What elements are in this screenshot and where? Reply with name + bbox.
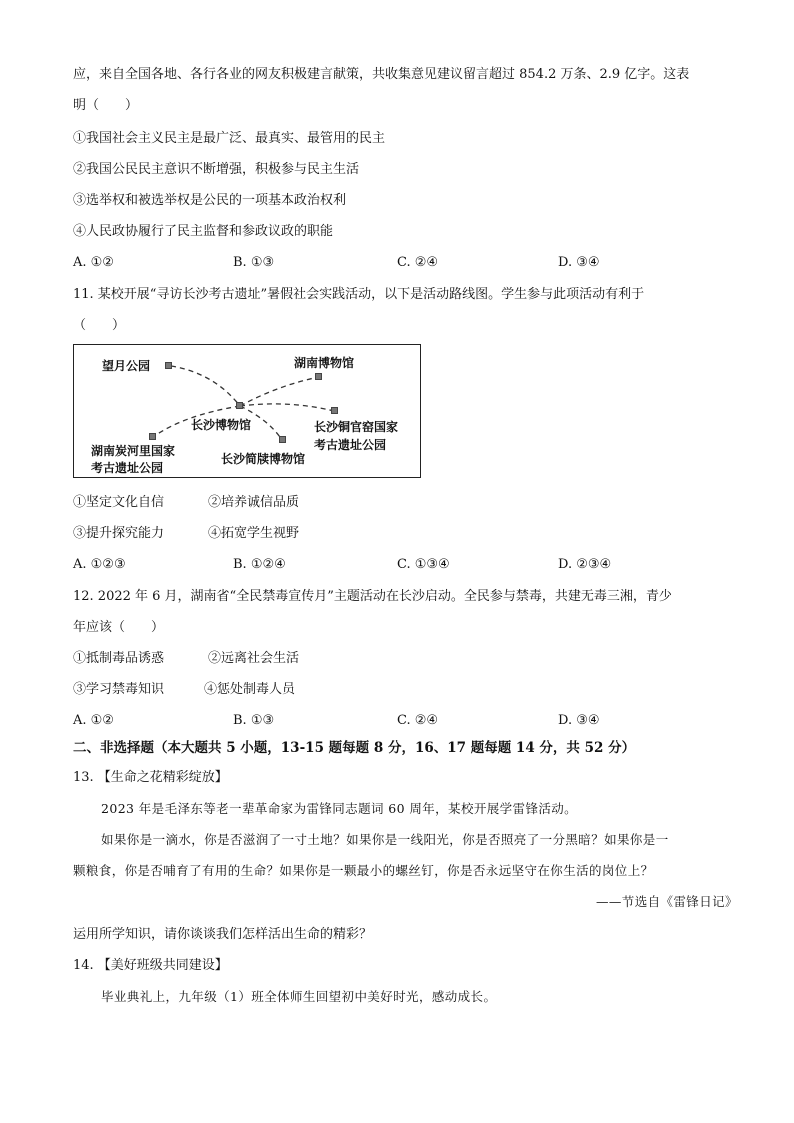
- q11-item-1: ①坚定文化自信: [73, 495, 165, 510]
- q12-item-4: ④惩处制毒人员: [204, 682, 296, 697]
- q13-question: 运用所学知识，请你谈谈我们怎样活出生命的精彩？: [73, 927, 373, 942]
- q12-option-a: A. ①②: [73, 713, 114, 728]
- q10-option-d: D. ③④: [558, 255, 600, 270]
- q13-paragraph-2a: 如果你是一滴水，你是否滋润了一寸土地？如果你是一线阳光，你是否照亮了一分黑暗？如果你是一: [101, 832, 669, 847]
- route-map: [73, 344, 421, 478]
- q10-stem-line1: 应，来自全国各地、各行各业的网友积极建言献策，共收集意见建议留言超过 854.2 万条、2.9 亿字。这表: [73, 67, 690, 82]
- label-changsha-museum: 长沙博物馆: [191, 418, 252, 432]
- tanheli-marker-icon: [149, 433, 156, 440]
- label-tongguan-1: 长沙铜官窑国家: [314, 420, 399, 434]
- q11-item-3: ③提升探究能力: [73, 526, 165, 541]
- q10-item-2: ②我国公民民主意识不断增强，积极参与民主生活: [73, 162, 360, 177]
- q11-stem-line1: 11. 某校开展“寻访长沙考古遗址”暑假社会实践活动，以下是活动路线图。学生参与此项活动有利于: [73, 287, 645, 302]
- q11-option-d: D. ②③④: [558, 557, 612, 572]
- q11-stem-line2: （ ）: [73, 318, 126, 333]
- route-center-to-hunan-museum: [240, 377, 319, 406]
- q11-item-4: ④拓宽学生视野: [208, 526, 300, 541]
- q12-stem-line2: 年应该（ ）: [73, 620, 165, 635]
- q13-paragraph-2b: 颗粮食，你是否哺育了有用的生命？如果你是一颗最小的螺丝钉，你是否永远坚守在你生活的岗位上？: [73, 863, 654, 878]
- label-tanheli-2: 考古遗址公园: [91, 461, 164, 475]
- q10-item-4: ④人民政协履行了民主监督和参政议政的职能: [73, 224, 334, 239]
- q13-source: ——节选自《雷锋日记》: [596, 894, 738, 909]
- q12-item-1: ①抵制毒品诱惑: [73, 651, 165, 666]
- q10-stem-line2: 明（ ）: [73, 98, 139, 113]
- q13-title: 13. 【生命之花精彩绽放】: [73, 770, 228, 785]
- q11-option-b: B. ①②④: [233, 557, 286, 572]
- changsha-museum-marker-icon: [236, 402, 243, 409]
- q10-item-3: ③选举权和被选举权是公民的一项基本政治权利: [73, 193, 347, 208]
- tongguan-marker-icon: [331, 407, 338, 414]
- q10-option-b: B. ①③: [233, 255, 275, 270]
- section-2-heading: 二、非选择题（本大题共 5 小题，13-15 题每题 8 分，16、17 题每题 14 分，共 52 分）: [73, 740, 636, 756]
- q12-option-d: D. ③④: [558, 713, 600, 728]
- jiandu-marker-icon: [279, 436, 286, 443]
- q10-option-c: C. ②④: [397, 255, 439, 270]
- q10-item-1: ①我国社会主义民主是最广泛、最真实、最管用的民主: [73, 131, 386, 146]
- label-wangyue: 望月公园: [102, 359, 151, 373]
- q13-paragraph-1: 2023 年是毛泽东等老一辈革命家为雷锋同志题词 60 周年，某校开展学雷锋活动。: [101, 801, 578, 816]
- route-center-to-tongguan: [240, 404, 334, 411]
- q10-option-a: A. ①②: [73, 255, 114, 270]
- label-tanheli-1: 湖南炭河里国家: [91, 444, 176, 458]
- q12-option-b: B. ①③: [233, 713, 275, 728]
- hunan-museum-marker-icon: [315, 373, 322, 380]
- q11-option-c: C. ①③④: [397, 557, 450, 572]
- route-wangyue-to-center: [171, 366, 240, 406]
- label-tongguan-2: 考古遗址公园: [314, 438, 387, 452]
- q14-paragraph-1: 毕业典礼上，九年级（1）班全体师生回望初中美好时光，感动成长。: [101, 989, 497, 1004]
- q11-item-2: ②培养诚信品质: [208, 495, 300, 510]
- q12-stem-line1: 12. 2022 年 6 月，湖南省“全民禁毒宣传月”主题活动在长沙启动。全民参与禁毒，共建无毒三湘，青少: [73, 589, 672, 604]
- label-jiandu: 长沙简牍博物馆: [221, 452, 306, 466]
- label-hunan-museum: 湖南博物馆: [294, 356, 355, 370]
- q14-title: 14. 【美好班级共同建设】: [73, 958, 228, 973]
- q11-option-a: A. ①②③: [73, 557, 126, 572]
- q12-item-3: ③学习禁毒知识: [73, 682, 165, 697]
- wangyue-marker-icon: [165, 362, 172, 369]
- q12-item-2: ②远离社会生活: [208, 651, 300, 666]
- q12-option-c: C. ②④: [397, 713, 439, 728]
